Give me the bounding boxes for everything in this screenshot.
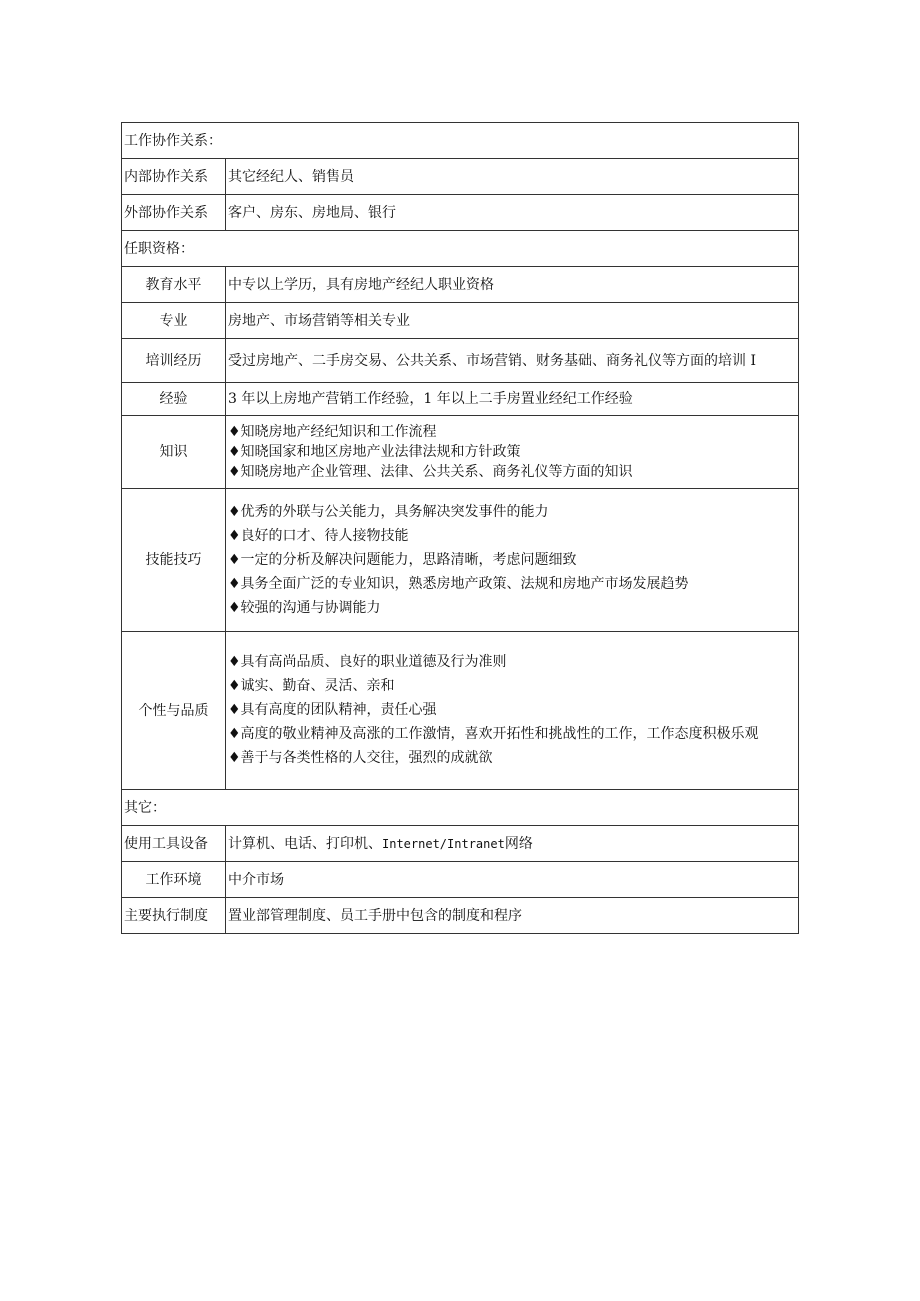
section-title-other: 其它：	[122, 790, 799, 826]
personality-item: ♦诚实、勤奋、灵活、亲和	[228, 678, 395, 694]
personality-item: ♦具有高度的团队精神，责任心强	[228, 702, 437, 718]
section-row-collab	[122, 123, 799, 159]
skills-item: ♦优秀的外联与公关能力，具务解决突发事件的能力	[228, 503, 549, 520]
rules-label: 主要执行制度	[122, 898, 226, 934]
environment-label: 工作环境	[122, 862, 226, 898]
personality-list	[226, 632, 799, 790]
row-rules	[122, 898, 799, 934]
tools-value-part-a: 计算机、电话、打印机、	[228, 835, 382, 852]
tools-label: 使用工具设备	[122, 826, 226, 862]
education-value: 中专以上学历，具有房地产经纪人职业资格	[226, 267, 799, 303]
environment-value: 中介市场	[226, 862, 799, 898]
skills-item: ♦较强的沟通与协调能力	[228, 599, 381, 616]
job-requirements-table	[121, 122, 799, 934]
row-internal-collab	[122, 159, 799, 195]
row-external-collab	[122, 195, 799, 231]
skills-list	[226, 489, 799, 632]
major-value: 房地产、市场营销等相关专业	[226, 303, 799, 339]
external-collab-label: 外部协作关系	[122, 195, 226, 231]
row-personality	[122, 632, 799, 790]
tools-value	[226, 826, 799, 862]
skills-item: ♦良好的口才、待人接物技能	[228, 527, 409, 544]
row-environment	[122, 862, 799, 898]
row-major	[122, 303, 799, 339]
section-title-collab: 工作协作关系：	[122, 123, 799, 159]
knowledge-list	[226, 416, 799, 489]
skills-item: ♦具务全面广泛的专业知识，熟悉房地产政策、法规和房地产市场发展趋势	[228, 575, 689, 592]
personality-item: ♦高度的敬业精神及高涨的工作激情，喜欢开拓性和挑战性的工作，工作态度积极乐观	[228, 726, 759, 742]
tools-value-part-c: 网络	[504, 835, 533, 852]
personality-label: 个性与品质	[122, 632, 226, 790]
personality-item: ♦具有高尚品质、良好的职业道德及行为准则	[228, 654, 507, 670]
section-title-qual: 任职资格：	[122, 231, 799, 267]
internal-collab-label: 内部协作关系	[122, 159, 226, 195]
row-education	[122, 267, 799, 303]
knowledge-item: ♦知晓房地产经纪知识和工作流程	[228, 424, 437, 440]
training-label: 培训经历	[122, 339, 226, 383]
section-row-qual	[122, 231, 799, 267]
major-label: 专业	[122, 303, 226, 339]
knowledge-item: ♦知晓国家和地区房地产业法律法规和方针政策	[228, 444, 521, 460]
row-tools	[122, 826, 799, 862]
knowledge-item: ♦知晓房地产企业管理、法律、公共关系、商务礼仪等方面的知识	[228, 464, 633, 480]
training-value: 受过房地产、二手房交易、公共关系、市场营销、财务基础、商务礼仪等方面的培训 I	[226, 339, 799, 383]
skills-label: 技能技巧	[122, 489, 226, 632]
skills-item: ♦一定的分析及解决问题能力，思路清晰，考虑问题细致	[228, 551, 577, 568]
tools-value-network-term: Internet/Intranet	[382, 836, 505, 851]
knowledge-label: 知识	[122, 416, 226, 489]
row-experience	[122, 383, 799, 416]
rules-value: 置业部管理制度、员工手册中包含的制度和程序	[226, 898, 799, 934]
external-collab-value: 客户、房东、房地局、银行	[226, 195, 799, 231]
internal-collab-value: 其它经纪人、销售员	[226, 159, 799, 195]
experience-value: 3 年以上房地产营销工作经验，1 年以上二手房置业经纪工作经验	[226, 383, 799, 416]
personality-item: ♦善于与各类性格的人交往，强烈的成就欲	[228, 750, 493, 766]
experience-label: 经验	[122, 383, 226, 416]
education-label: 教育水平	[122, 267, 226, 303]
row-skills	[122, 489, 799, 632]
row-training	[122, 339, 799, 383]
row-knowledge	[122, 416, 799, 489]
section-row-other	[122, 790, 799, 826]
